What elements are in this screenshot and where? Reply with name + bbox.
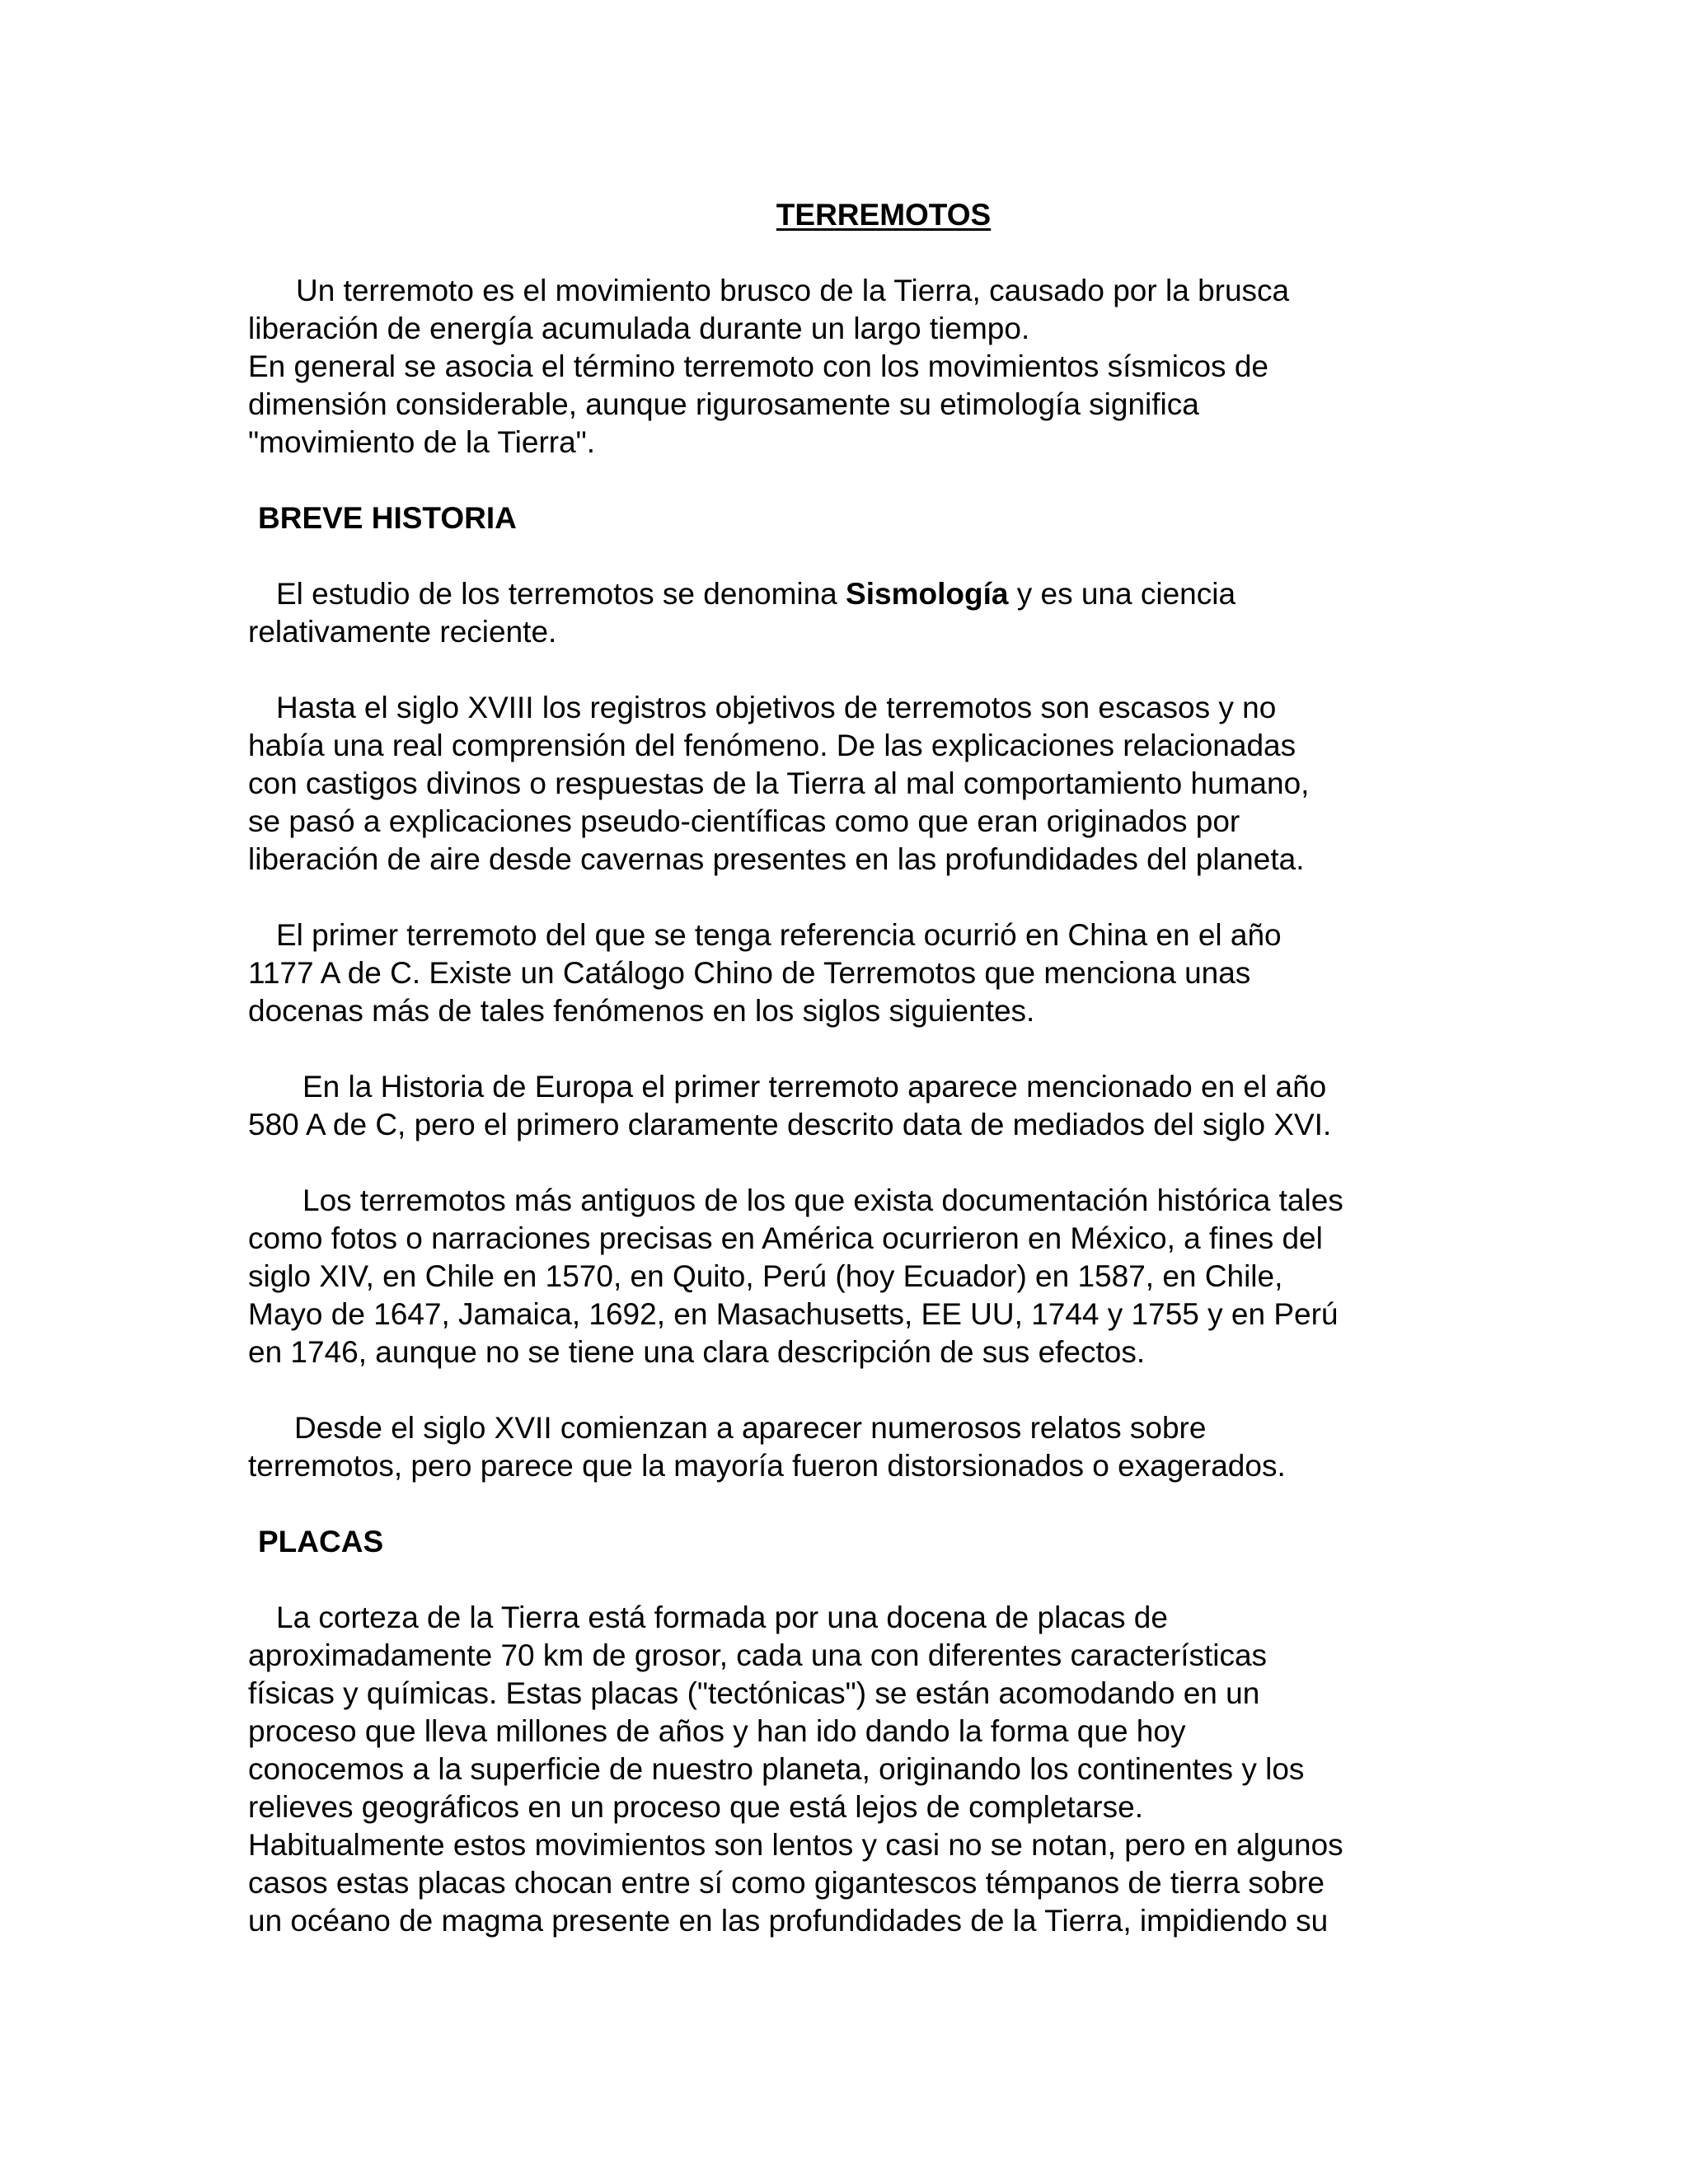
intro-text-1: Un terremoto es el movimiento brusco de la Tierra, causado por la brusca liberación de energía acumulada durante un largo tiempo. bbox=[248, 274, 1290, 345]
paragraph-china: El primer terremoto del que se tenga referencia ocurrió en China en el año 1177 A de C. Existe un Catálogo Chino de Terremotos que menciona unas docenas más de tales fenómenos en los siglos siguientes. bbox=[248, 918, 1282, 1028]
section-heading-placas: PLACAS bbox=[258, 1525, 384, 1558]
paragraph-europa: En la Historia de Europa el primer terremoto aparece mencionado en el año 580 A de C, pero el primero claramente descrito data de mediados del siglo XVI. bbox=[248, 1070, 1332, 1141]
paragraph-sismologia-before: El estudio de los terremotos se denomina bbox=[276, 577, 846, 611]
intro-paragraph bbox=[248, 272, 1468, 462]
section-heading-breve-historia: BREVE HISTORIA bbox=[258, 501, 517, 535]
document-title: TERREMOTOS bbox=[776, 198, 992, 232]
paragraph-siglo-xviii: Hasta el siglo XVIII los registros objetivos de terremotos son escasos y no había una real comprensión del fenómeno. De las explicaciones relacionadas con castigos divinos o respuestas de la Tierra al mal comportamiento humano, se pasó a explicaciones pseudo-científicas como que eran originados por liberación de aire desde cavernas presentes en las profundidades del planeta. bbox=[248, 691, 1310, 876]
paragraph-sismologia bbox=[248, 575, 1468, 651]
paragraph-america: Los terremotos más antiguos de los que exista documentación histórica tales como fotos o narraciones precisas en América ocurrieron en México, a fines del siglo XIV, en Chile en 1570, en Quito, Perú (hoy Ecuador) en 1587, en Chile, Mayo de 1647, Jamaica, 1692, en Masachusetts, EE UU, 1744 y 1755 y en Perú en 1746, aunque no se tiene una clara descripción de sus efectos. bbox=[248, 1183, 1343, 1369]
term-sismologia: Sismología bbox=[846, 577, 1009, 611]
paragraph-placas: La corteza de la Tierra está formada por una docena de placas de aproximadamente 70 km de grosor, cada una con diferentes características físicas y químicas. Estas placas ("tectónicas") se están acomodando en un proceso que lleva millones de años y han ido dando la forma que hoy conocemos a la superficie de nuestro planeta, originando los continentes y los relieves geográficos en un proceso que está lejos de completarse. Habitualmente estos movimientos son lentos y casi no se notan, pero en algunos casos estas placas chocan entre sí como gigantescos témpanos de tierra sobre un océano de magma presente en las profundidades de la Tierra, impidiendo su bbox=[248, 1601, 1343, 1938]
paragraph-siglo-xvii: Desde el siglo XVII comienzan a aparecer numerosos relatos sobre terremotos, pero parece que la mayoría fueron distorsionados o exagerados. bbox=[248, 1411, 1286, 1483]
intro-text-2: En general se asocia el término terremoto con los movimientos sísmicos de dimensión considerable, aunque rigurosamente su etimología significa "movimiento de la Tierra". bbox=[248, 349, 1268, 459]
document-body bbox=[248, 196, 1468, 1940]
paragraph-sismologia-after: y es una ciencia relativamente reciente. bbox=[248, 577, 1236, 649]
